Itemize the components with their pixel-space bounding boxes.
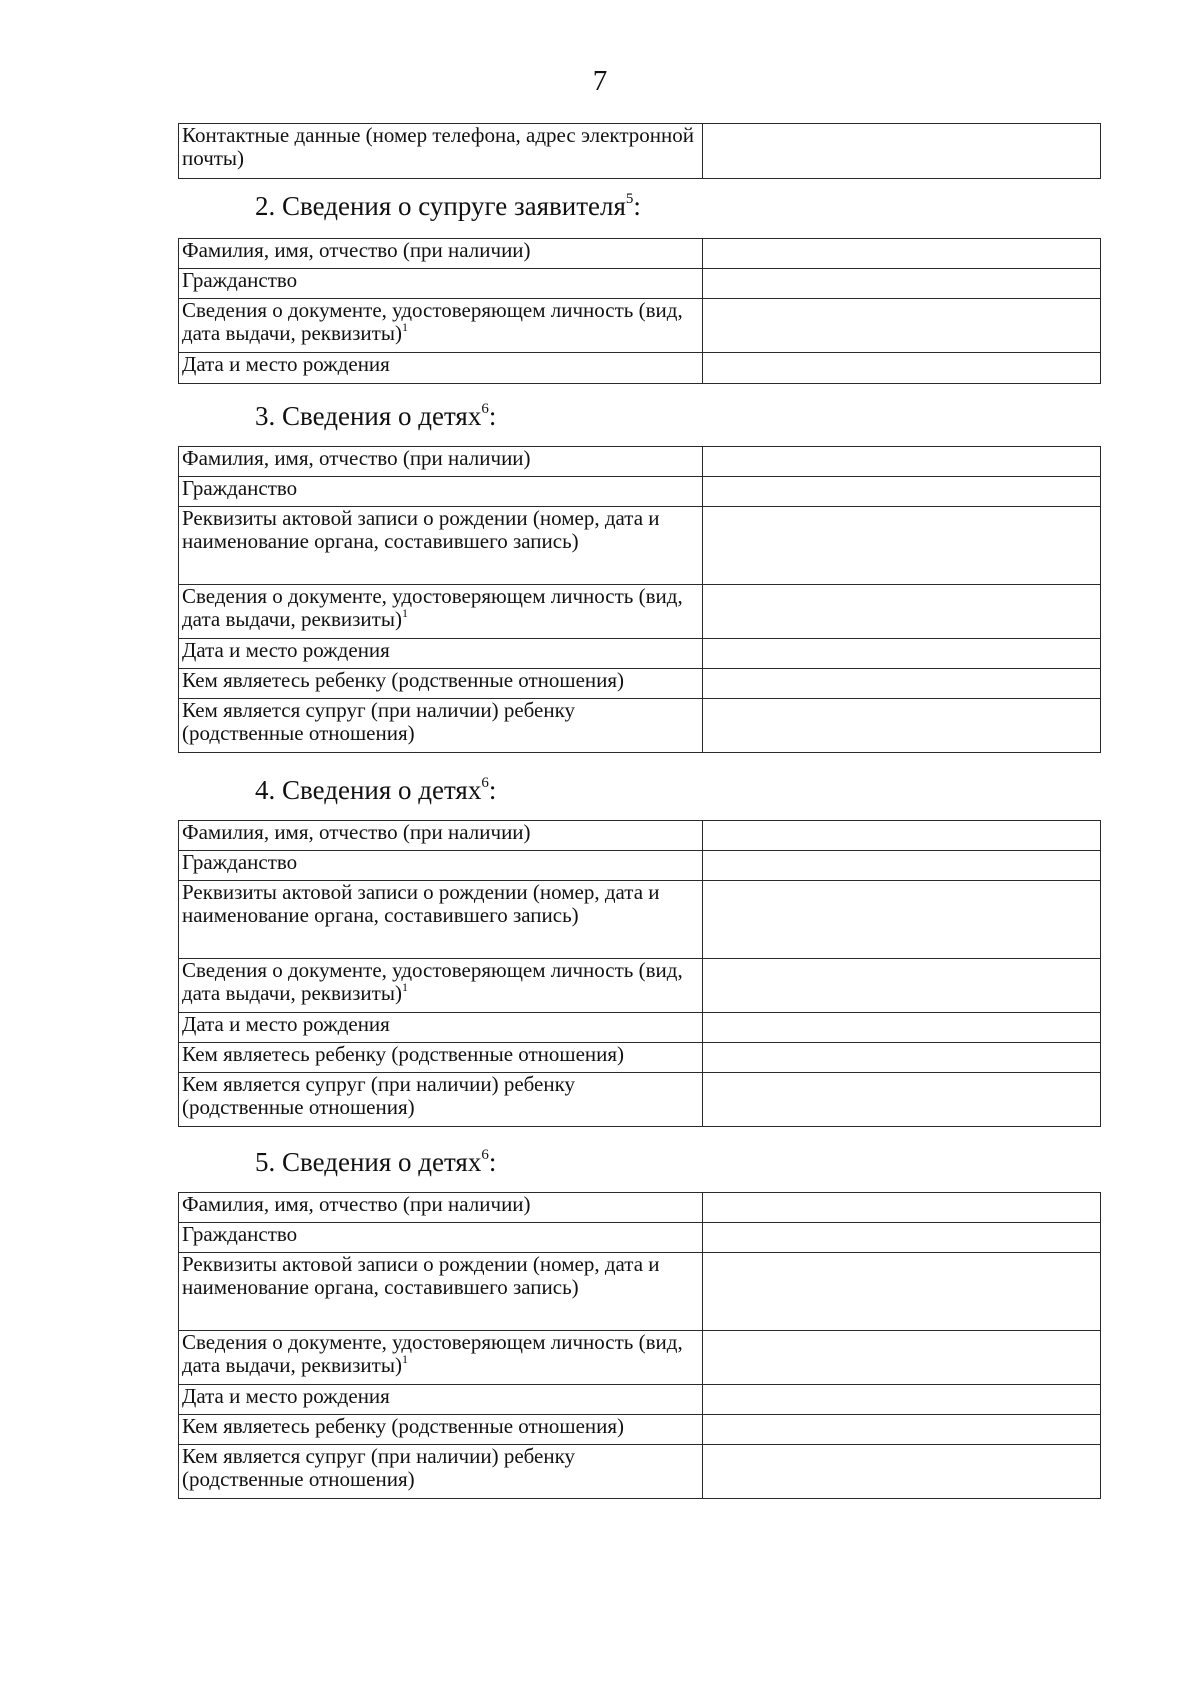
field-value-cell[interactable] bbox=[703, 699, 1101, 753]
field-label: Дата и место рождения bbox=[179, 639, 703, 669]
field-value-cell[interactable] bbox=[703, 447, 1101, 477]
table-row bbox=[179, 1253, 1101, 1331]
table-row bbox=[179, 1385, 1101, 1415]
field-label bbox=[179, 1331, 703, 1385]
field-label: Реквизиты актовой записи о рождении (номер, дата и наименование органа, составившего запись) bbox=[179, 881, 703, 959]
field-value-cell[interactable] bbox=[703, 1013, 1101, 1043]
field-label: Фамилия, имя, отчество (при наличии) bbox=[179, 239, 703, 269]
footnote-mark: 6 bbox=[481, 1147, 489, 1163]
field-value-cell[interactable] bbox=[703, 639, 1101, 669]
field-value-cell[interactable] bbox=[703, 299, 1101, 353]
field-label: Гражданство bbox=[179, 851, 703, 881]
table-row bbox=[179, 447, 1101, 477]
table-row bbox=[179, 1073, 1101, 1127]
field-label: Фамилия, имя, отчество (при наличии) bbox=[179, 1193, 703, 1223]
field-label: Дата и место рождения bbox=[179, 1013, 703, 1043]
field-value-cell[interactable] bbox=[703, 881, 1101, 959]
field-label: Реквизиты актовой записи о рождении (номер, дата и наименование органа, составившего запись) bbox=[179, 507, 703, 585]
table-row bbox=[179, 1223, 1101, 1253]
field-value-cell[interactable] bbox=[703, 353, 1101, 384]
field-value-cell[interactable] bbox=[703, 585, 1101, 639]
field-value-cell[interactable] bbox=[703, 1043, 1101, 1073]
heading-text: 4. Сведения о детях bbox=[255, 775, 482, 805]
field-label-text: Сведения о документе, удостоверяющем личность (вид, дата выдачи, реквизиты) bbox=[182, 298, 683, 345]
field-label-text: Сведения о документе, удостоверяющем личность (вид, дата выдачи, реквизиты) bbox=[182, 584, 683, 631]
heading-text: 3. Сведения о детях bbox=[255, 401, 482, 431]
field-label: Кем являетесь ребенку (родственные отношения) bbox=[179, 669, 703, 699]
section-heading-children-4 bbox=[255, 774, 496, 806]
table-row bbox=[179, 507, 1101, 585]
table-row bbox=[179, 124, 1101, 179]
table-row bbox=[179, 1043, 1101, 1073]
field-label: Гражданство bbox=[179, 269, 703, 299]
field-label: Дата и место рождения bbox=[179, 1385, 703, 1415]
table-row bbox=[179, 1331, 1101, 1385]
children-table-5 bbox=[178, 1192, 1101, 1499]
field-value-cell[interactable] bbox=[703, 851, 1101, 881]
field-value-cell[interactable] bbox=[703, 1385, 1101, 1415]
heading-text: 5. Сведения о детях bbox=[255, 1147, 482, 1177]
heading-suffix: : bbox=[633, 191, 641, 221]
field-label: Кем является супруг (при наличии) ребенку (родственные отношения) bbox=[179, 699, 703, 753]
page-number: 7 bbox=[592, 65, 608, 97]
field-label-text: Сведения о документе, удостоверяющем личность (вид, дата выдачи, реквизиты) bbox=[182, 958, 683, 1005]
field-label: Дата и место рождения bbox=[179, 353, 703, 384]
table-row bbox=[179, 669, 1101, 699]
field-label: Кем является супруг (при наличии) ребенку (родственные отношения) bbox=[179, 1073, 703, 1127]
field-value-cell[interactable] bbox=[703, 1193, 1101, 1223]
section-heading-children-3 bbox=[255, 400, 496, 432]
heading-suffix: : bbox=[488, 401, 497, 431]
table-row bbox=[179, 639, 1101, 669]
table-row bbox=[179, 881, 1101, 959]
table-row bbox=[179, 353, 1101, 384]
field-value-cell[interactable] bbox=[703, 269, 1101, 299]
footnote-mark: 6 bbox=[481, 401, 489, 417]
children-table-3 bbox=[178, 446, 1101, 753]
table-row bbox=[179, 699, 1101, 753]
table-row bbox=[179, 821, 1101, 851]
field-value-cell[interactable] bbox=[703, 959, 1101, 1013]
field-label: Контактные данные (номер телефона, адрес электронной почты) bbox=[179, 124, 703, 179]
field-label bbox=[179, 585, 703, 639]
footnote-mark: 1 bbox=[401, 980, 408, 994]
field-value-cell[interactable] bbox=[703, 1415, 1101, 1445]
field-value-cell[interactable] bbox=[703, 1445, 1101, 1499]
table-row bbox=[179, 959, 1101, 1013]
table-row bbox=[179, 477, 1101, 507]
footnote-mark: 5 bbox=[625, 191, 634, 207]
heading-suffix: : bbox=[488, 1147, 497, 1177]
table-row bbox=[179, 1415, 1101, 1445]
footnote-mark: 1 bbox=[401, 1352, 408, 1366]
field-label: Реквизиты актовой записи о рождении (номер, дата и наименование органа, составившего запись) bbox=[179, 1253, 703, 1331]
field-label: Гражданство bbox=[179, 1223, 703, 1253]
field-value-cell[interactable] bbox=[703, 1073, 1101, 1127]
footnote-mark: 6 bbox=[481, 775, 489, 791]
field-value-cell[interactable] bbox=[703, 507, 1101, 585]
field-label: Гражданство bbox=[179, 477, 703, 507]
field-value-cell[interactable] bbox=[703, 477, 1101, 507]
heading-text: 2. Сведения о супруге заявителя bbox=[255, 191, 626, 221]
field-label: Кем являетесь ребенку (родственные отношения) bbox=[179, 1043, 703, 1073]
heading-suffix: : bbox=[488, 775, 497, 805]
field-label: Кем являетесь ребенку (родственные отношения) bbox=[179, 1415, 703, 1445]
table-row bbox=[179, 585, 1101, 639]
table-row bbox=[179, 1445, 1101, 1499]
field-label bbox=[179, 299, 703, 353]
field-value-cell[interactable] bbox=[703, 669, 1101, 699]
footnote-mark: 1 bbox=[401, 606, 408, 620]
field-label bbox=[179, 959, 703, 1013]
section-heading-children-5 bbox=[255, 1146, 496, 1178]
children-table-4 bbox=[178, 820, 1101, 1127]
field-label-text: Сведения о документе, удостоверяющем личность (вид, дата выдачи, реквизиты) bbox=[182, 1330, 683, 1377]
table-row bbox=[179, 851, 1101, 881]
spouse-table bbox=[178, 238, 1101, 384]
footnote-mark: 1 bbox=[401, 320, 408, 334]
table-row bbox=[179, 1013, 1101, 1043]
field-label: Кем является супруг (при наличии) ребенку (родственные отношения) bbox=[179, 1445, 703, 1499]
field-value-cell[interactable] bbox=[703, 1223, 1101, 1253]
contact-table bbox=[178, 123, 1101, 179]
field-value-cell[interactable] bbox=[703, 1331, 1101, 1385]
table-row bbox=[179, 299, 1101, 353]
field-label: Фамилия, имя, отчество (при наличии) bbox=[179, 821, 703, 851]
field-value-cell[interactable] bbox=[703, 239, 1101, 269]
field-label: Фамилия, имя, отчество (при наличии) bbox=[179, 447, 703, 477]
field-value-cell[interactable] bbox=[703, 1253, 1101, 1331]
section-heading-spouse bbox=[255, 190, 641, 222]
field-value-cell[interactable] bbox=[703, 124, 1101, 179]
table-row bbox=[179, 269, 1101, 299]
table-row bbox=[179, 1193, 1101, 1223]
table-row bbox=[179, 239, 1101, 269]
field-value-cell[interactable] bbox=[703, 821, 1101, 851]
